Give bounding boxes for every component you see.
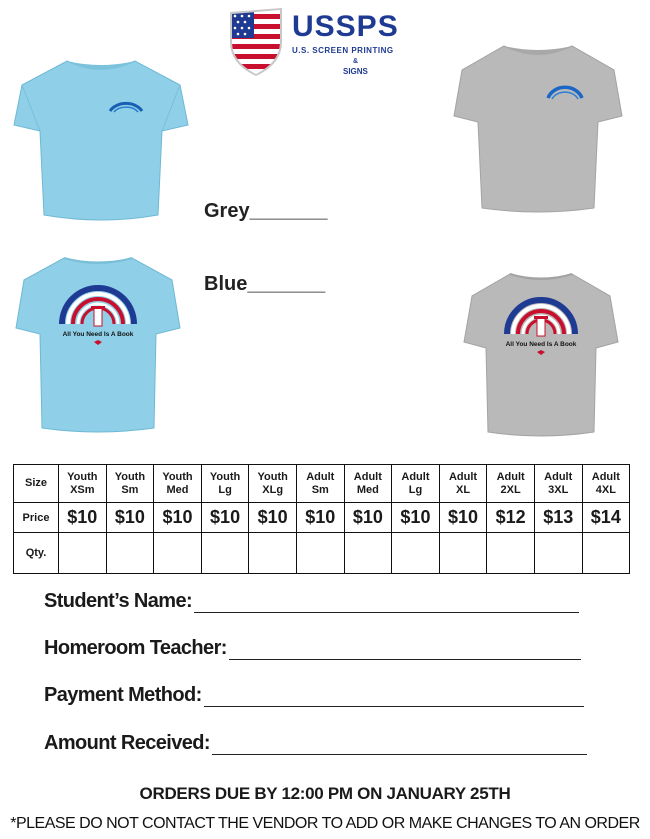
size-header-bottom: 4XL — [595, 483, 616, 496]
qty-cell[interactable] — [582, 533, 630, 574]
qty-cell[interactable] — [296, 533, 344, 574]
size-header-top: Adult — [401, 470, 430, 483]
flag-shield-icon — [228, 8, 284, 76]
logo-line2: SIGNS — [343, 67, 368, 76]
size-header-bottom: XLg — [262, 483, 284, 496]
size-header-cell — [582, 465, 630, 503]
price-cell: $12 — [487, 503, 535, 533]
size-header-top: Youth — [209, 470, 241, 483]
price-cell: $10 — [59, 503, 107, 533]
order-table — [13, 464, 630, 574]
size-header-cell — [296, 465, 344, 503]
qty-cell[interactable] — [201, 533, 249, 574]
qty-cell[interactable] — [534, 533, 582, 574]
price-cell: $10 — [201, 503, 249, 533]
homeroom-teacher-line[interactable] — [229, 643, 581, 660]
price-cell: $10 — [392, 503, 440, 533]
size-header-bottom: XSm — [70, 483, 95, 496]
price-cell: $13 — [534, 503, 582, 533]
size-header-cell — [201, 465, 249, 503]
size-header-bottom: Lg — [408, 483, 423, 496]
price-cell: $10 — [249, 503, 297, 533]
size-header-cell — [534, 465, 582, 503]
qty-row — [14, 533, 630, 574]
size-header-cell — [344, 465, 392, 503]
size-row-label: Size — [14, 465, 59, 503]
size-header-cell — [59, 465, 107, 503]
size-header-bottom: 2XL — [500, 483, 521, 496]
size-header-bottom: Sm — [121, 483, 139, 496]
size-header-bottom: Sm — [311, 483, 329, 496]
size-header-cell — [439, 465, 487, 503]
size-header-top: Adult — [448, 470, 478, 483]
price-cell: $10 — [439, 503, 487, 533]
qty-row-label: Qty. — [14, 533, 59, 574]
payment-method-line[interactable] — [204, 690, 584, 707]
price-cell: $10 — [344, 503, 392, 533]
size-header-top: Youth — [114, 470, 146, 483]
blue-option[interactable]: Blue_______ — [204, 273, 326, 295]
size-row — [14, 465, 630, 503]
student-name-line[interactable] — [194, 596, 579, 613]
logo-brand: USSPS — [292, 10, 399, 43]
size-header-cell — [106, 465, 154, 503]
size-header-top: Youth — [257, 470, 288, 483]
payment-method-label: Payment Method: — [44, 684, 202, 706]
size-header-bottom: Lg — [218, 483, 232, 496]
size-header-bottom: Med — [166, 483, 189, 496]
size-header-bottom: 3XL — [548, 483, 569, 496]
orders-due-notice: ORDERS DUE BY 12:00 PM ON JANUARY 25TH — [139, 784, 511, 803]
payment-method-field[interactable] — [44, 684, 584, 707]
price-row — [14, 503, 630, 533]
price-row-label: Price — [14, 503, 59, 533]
size-header-bottom: XL — [456, 483, 471, 496]
logo-line1: U.S. SCREEN PRINTING — [292, 46, 394, 55]
grey-option[interactable]: Grey_______ — [204, 200, 328, 222]
ussps-logo — [228, 8, 428, 78]
tshirt-back-grey-icon — [462, 270, 620, 438]
price-cell: $10 — [154, 503, 202, 533]
price-cell: $10 — [106, 503, 154, 533]
homeroom-teacher-label: Homeroom Teacher: — [44, 637, 227, 659]
qty-cell[interactable] — [154, 533, 202, 574]
homeroom-teacher-field[interactable] — [44, 637, 581, 660]
qty-cell[interactable] — [59, 533, 107, 574]
size-header-top: Adult — [306, 470, 335, 483]
qty-cell[interactable] — [439, 533, 487, 574]
qty-cell[interactable] — [344, 533, 392, 574]
tshirt-front-grey-icon — [452, 42, 624, 214]
amount-received-label: Amount Received: — [44, 732, 210, 754]
size-header-top: Youth — [162, 470, 193, 483]
size-header-cell — [392, 465, 440, 503]
back-blue-design-text: All You Need Is A Book — [62, 331, 134, 338]
tshirt-back-blue-icon — [14, 252, 182, 434]
size-header-cell — [249, 465, 297, 503]
logo-amp: & — [353, 58, 359, 65]
vendor-disclaimer: *PLEASE DO NOT CONTACT THE VENDOR TO ADD OR MAKE CHANGES TO AN ORDER — [10, 815, 640, 832]
size-header-bottom: Med — [356, 483, 379, 496]
student-name-label: Student’s Name: — [44, 590, 193, 612]
amount-received-line[interactable] — [212, 738, 587, 755]
back-grey-design-text: All You Need Is A Book — [505, 341, 577, 348]
size-header-top: Adult — [591, 470, 620, 483]
size-header-cell — [154, 465, 202, 503]
tshirt-front-blue-icon — [12, 55, 190, 225]
student-name-field[interactable] — [44, 590, 579, 613]
price-cell: $14 — [582, 503, 630, 533]
amount-received-field[interactable] — [44, 732, 587, 755]
size-header-top: Youth — [67, 470, 98, 483]
size-header-top: Adult — [544, 470, 573, 483]
size-header-top: Adult — [496, 470, 525, 483]
qty-cell[interactable] — [392, 533, 440, 574]
size-header-top: Adult — [353, 470, 382, 483]
qty-cell[interactable] — [487, 533, 535, 574]
qty-cell[interactable] — [249, 533, 297, 574]
size-header-cell — [487, 465, 535, 503]
qty-cell[interactable] — [106, 533, 154, 574]
price-cell: $10 — [296, 503, 344, 533]
